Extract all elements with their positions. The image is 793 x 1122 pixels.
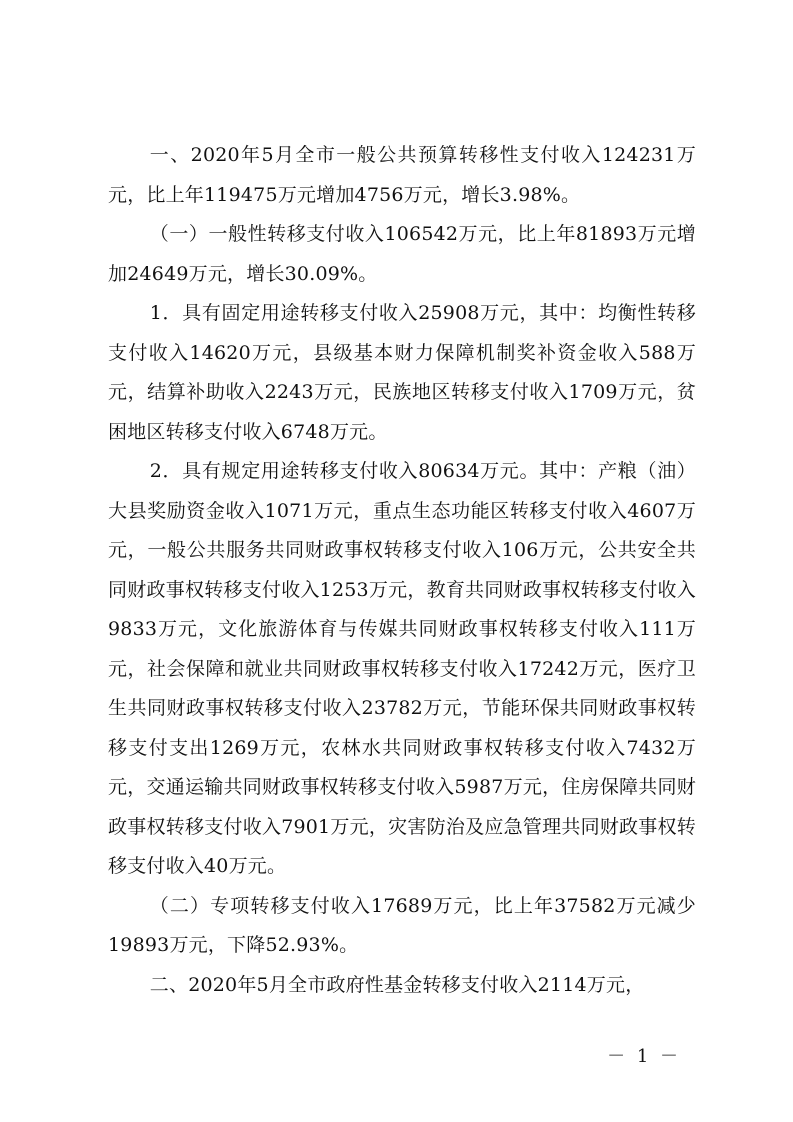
page-number: － 1 － <box>607 1046 681 1067</box>
paragraph-general-transfer: （一）一般性转移支付收入106542万元，比上年81893万元增加24649万元，增长30.09%。 <box>108 223 696 285</box>
paragraph-government-fund-transfer: 二、2020年5月全市政府性基金转移支付收入2114万元， <box>149 973 645 996</box>
paragraph-special-transfer: （二）专项转移支付收入17689万元，比上年37582万元减少19893万元，下降52.93%。 <box>108 894 696 956</box>
paragraph-fixed-purpose-transfer: 1．具有固定用途转移支付收入25908万元，其中：均衡性转移支付收入14620万元，县级基本财力保障机制奖补资金收入588万元，结算补助收入2243万元，民族地区转移支付收入1709万元，贫困地区转移支付收入6748万元。 <box>108 302 696 443</box>
paragraph-general-budget-transfer: 一、2020年5月全市一般公共预算转移性支付收入124231万元，比上年119475万元增加4756万元，增长3.98%。 <box>108 144 696 206</box>
paragraph-specified-purpose-transfer: 2．具有规定用途转移支付收入80634万元。其中：产粮（油）大县奖励资金收入1071万元，重点生态功能区转移支付收入4607万元，一般公共服务共同财政事权转移支付收入106万元，公共安全共同财政事权转移支付收入1253万元，教育共同财政事权转移支付收入9833万元，文化旅游体育与传媒共同财政事权转移支付收入111万元，社会保障和就业共同财政事权转移支付收入17242万元，医疗卫生共同财政事权转移支付收入23782万元，节能环保共同财政事权转移支付支出1269万元，农林水共同财政事权转移支付收入7432万元，交通运输共同财政事权转移支付收入5987万元，住房保障共同财政事权转移支付收入7901万元，灾害防治及应急管理共同财政事权转移支付收入40万元。 <box>108 460 696 877</box>
document-body <box>108 136 696 1005</box>
